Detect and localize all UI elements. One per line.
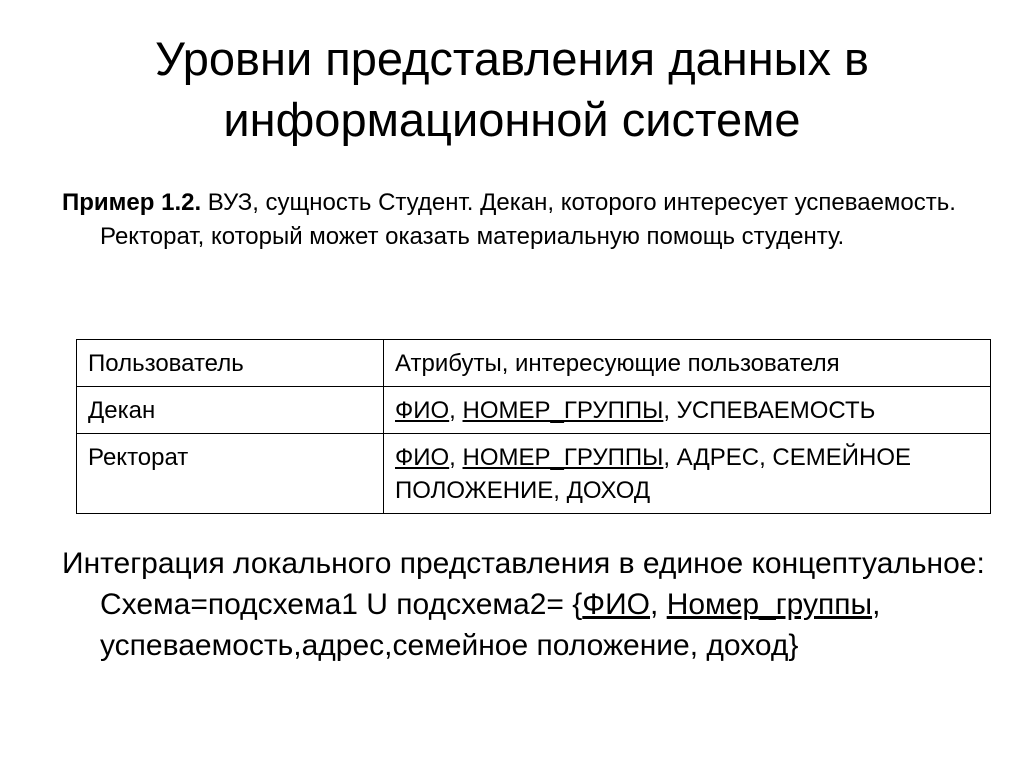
slide-title-line-2: информационной системе: [223, 93, 801, 146]
attribute-key-group: НОМЕР_ГРУППЫ: [462, 444, 664, 471]
table-cell-user: Ректорат: [77, 434, 384, 514]
slide-title: [0, 28, 1024, 150]
attribute-key-fio: ФИО: [395, 444, 450, 471]
attribute-rest: , УСПЕВАЕМОСТЬ: [663, 397, 876, 424]
table-row: [77, 434, 991, 514]
table-cell-user: Декан: [77, 387, 384, 434]
users-attributes-table: [76, 339, 991, 514]
table-cell-attributes: [384, 387, 991, 434]
table-row: [77, 387, 991, 434]
integration-separator: ,: [650, 588, 667, 621]
attribute-rest: , АДРЕС, СЕМЕЙНОЕ ПОЛОЖЕНИЕ, ДОХОД: [395, 444, 912, 504]
attribute-key-fio: ФИО: [395, 397, 450, 424]
table-header-user: Пользователь: [77, 340, 384, 387]
integration-paragraph: [62, 543, 1020, 666]
integration-rest: , успеваемость,адрес,семейное положение, доход}: [100, 588, 881, 662]
table-header-row: [77, 340, 991, 387]
example-paragraph: [62, 186, 1000, 254]
integration-key-group: Номер_группы: [666, 588, 873, 621]
attribute-key-group: НОМЕР_ГРУППЫ: [462, 397, 664, 424]
slide-title-line-1: Уровни представления данных в: [155, 32, 869, 85]
example-label: Пример 1.2.: [62, 189, 202, 216]
example-text: ВУЗ, сущность Студент. Декан, которого интересует успеваемость. Ректорат, который может оказать материальную помощь студенту.: [100, 189, 956, 250]
integration-key-fio: ФИО: [582, 588, 651, 621]
attribute-separator: ,: [449, 444, 463, 471]
table-cell-attributes: [384, 434, 991, 514]
table-header-attributes: Атрибуты, интересующие пользователя: [384, 340, 991, 387]
integration-intro: Интеграция локального представления в единое концептуальное: Схема=подсхема1 U подсхема2= {: [62, 547, 985, 621]
attribute-separator: ,: [449, 397, 463, 424]
